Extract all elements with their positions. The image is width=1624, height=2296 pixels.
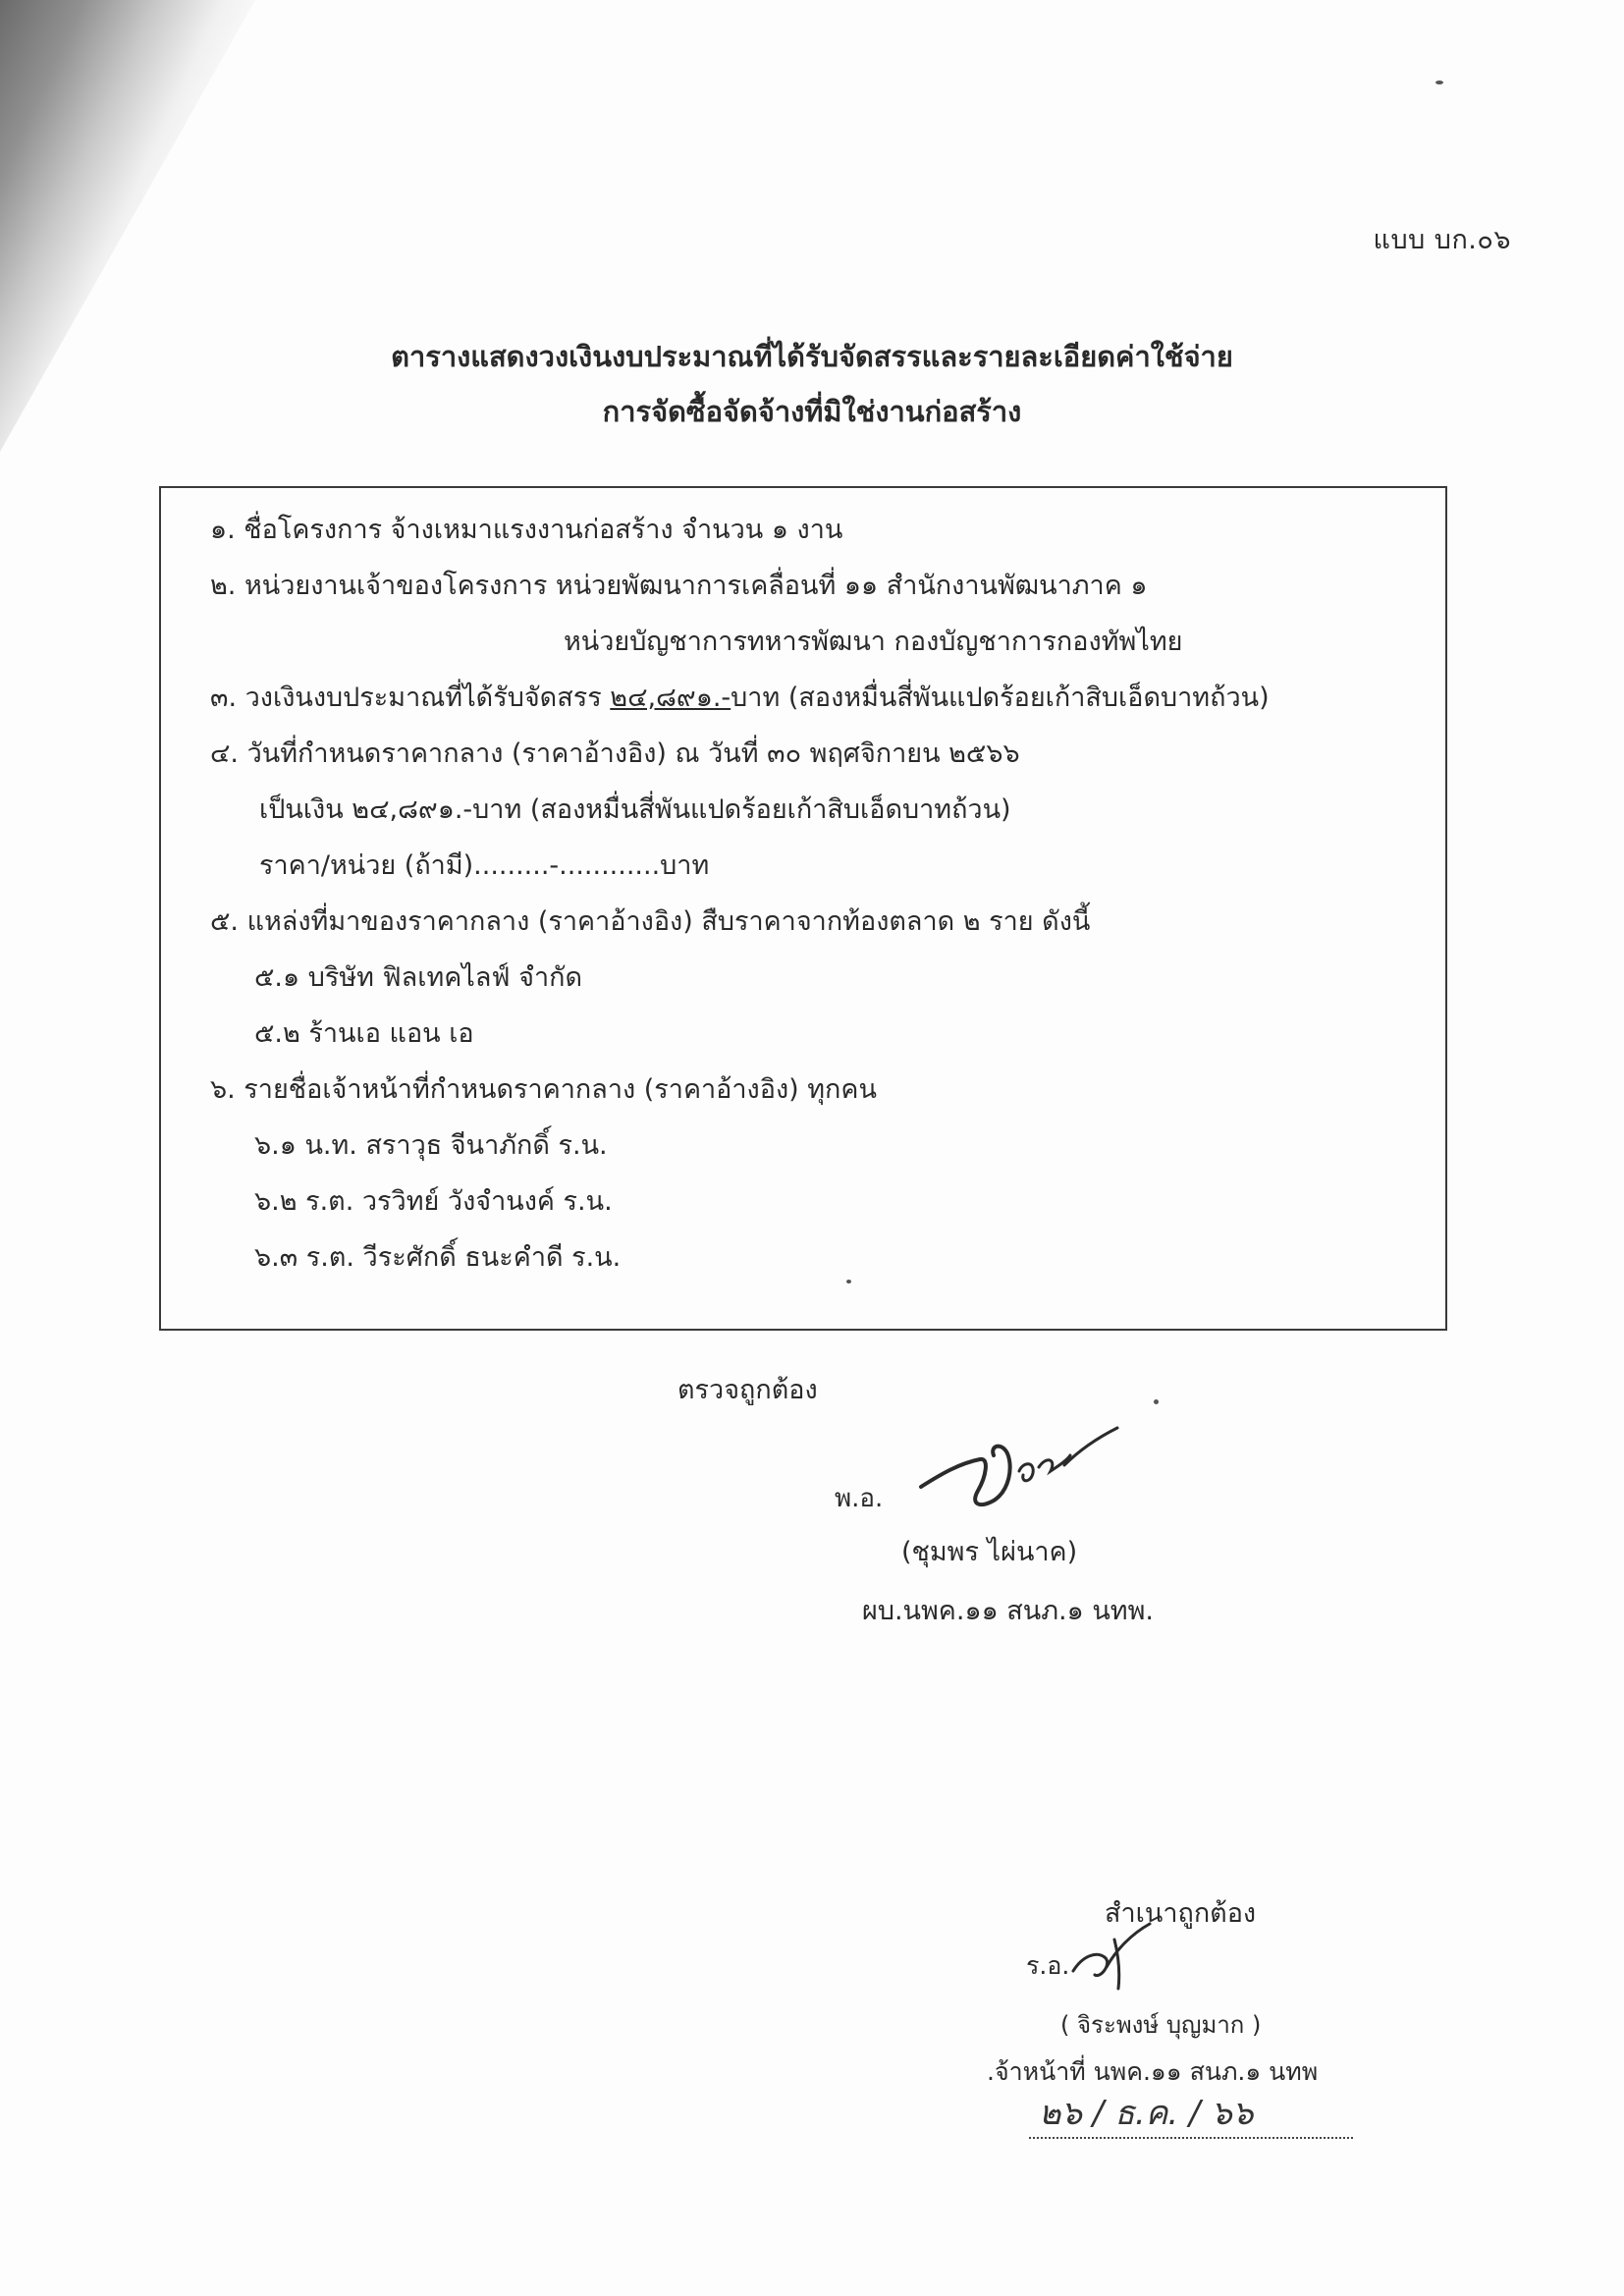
project-owner-line: ๒. หน่วยงานเจ้าของโครงการ หน่วยพัฒนาการเคลื่อนที่ ๑๑ สำนักงานพัฒนาภาค ๑ (210, 571, 1148, 601)
reference-amount-line: เป็นเงิน ๒๔,๘๙๑.-บาท (สองหมื่นสี่พันแปดร้อยเก้าสิบเอ็ดบาทถ้วน) (259, 794, 1011, 825)
scan-speck (1154, 1399, 1159, 1404)
price-source-line: ๕. แหล่งที่มาของราคากลาง (ราคาอ้างอิง) สืบราคาจากท้องตลาด ๒ ราย ดังนี้ (210, 906, 1091, 937)
verifier-name: (ชุมพร ไผ่นาค) (901, 1537, 1078, 1567)
reference-date-line: ๔. วันที่กำหนดราคากลาง (ราคาอ้างอิง) ณ วันที่ ๓๐ พฤศจิกายน ๒๕๖๖ (210, 738, 1020, 769)
scan-shadow (0, 0, 255, 452)
budget-amount-words: บาท (สองหมื่นสี่พันแปดร้อยเก้าสิบเอ็ดบาทถ้วน) (731, 683, 1270, 713)
verifier-rank: พ.อ. (835, 1484, 884, 1513)
certified-copy-date-value: ๒๖ / ธ.ค. / ๖๖ (1039, 2094, 1254, 2133)
certified-copy-label: สำเนาถูกต้อง (1105, 1898, 1257, 1929)
certifier-rank: ร.อ. (1026, 1951, 1070, 1980)
verifier-position: ผบ.นพค.๑๑ สนภ.๑ นทพ. (862, 1596, 1154, 1626)
certifier-signature (1056, 1910, 1164, 1998)
document-title-line-1: ตารางแสดงวงเงินงบประมาณที่ได้รับจัดสรรและรายละเอียดค่าใช้จ่าย (391, 340, 1233, 373)
committee-member: ๖.๓ ร.ต. วีระศักดิ์ ธนะคำดี ร.น. (254, 1242, 622, 1273)
certified-copy-date (1029, 2086, 1353, 2139)
verifier-signature (884, 1406, 1139, 1524)
committee-member: ๖.๒ ร.ต. วรวิทย์ วังจำนงค์ ร.น. (254, 1186, 613, 1217)
certifier-position: .จ้าหน้าที่ นพค.๑๑ สนภ.๑ นทพ (987, 2057, 1319, 2086)
project-name-line: ๑. ชื่อโครงการ จ้างเหมาแรงงานก่อสร้าง จำนวน ๑ งาน (210, 515, 843, 545)
form-code: แบบ บก.๐๖ (1373, 225, 1511, 255)
committee-member: ๖.๑ น.ท. สราวุธ จีนาภักดิ์ ร.น. (254, 1130, 608, 1161)
certifier-name: ( จิระพงษ์ บุญมาก ) (1060, 2011, 1262, 2039)
price-source-item: ๕.๑ บริษัท ฟิลเทคไลฟ์ จำกัด (254, 962, 582, 993)
price-source-item: ๕.๒ ร้านเอ แอน เอ (254, 1018, 474, 1049)
project-owner-continued: หน่วยบัญชาการทหารพัฒนา กองบัญชาการกองทัพไทย (564, 627, 1183, 657)
budget-line (210, 676, 1270, 718)
scan-speck (1435, 81, 1443, 84)
document-title-line-2: การจัดซื้อจัดจ้างที่มิใช่งานก่อสร้าง (602, 395, 1022, 428)
committee-heading: ๖. รายชื่อเจ้าหน้าที่กำหนดราคากลาง (ราคาอ้างอิง) ทุกคน (210, 1074, 877, 1105)
budget-amount: ๒๔,๘๙๑.- (610, 683, 731, 713)
verification-label: ตรวจถูกต้อง (677, 1375, 818, 1405)
budget-label: ๓. วงเงินงบประมาณที่ได้รับจัดสรร (210, 683, 611, 713)
unit-price-line: ราคา/หน่วย (ถ้ามี).........-............บาท (259, 850, 710, 881)
project-details-box (159, 486, 1447, 1331)
